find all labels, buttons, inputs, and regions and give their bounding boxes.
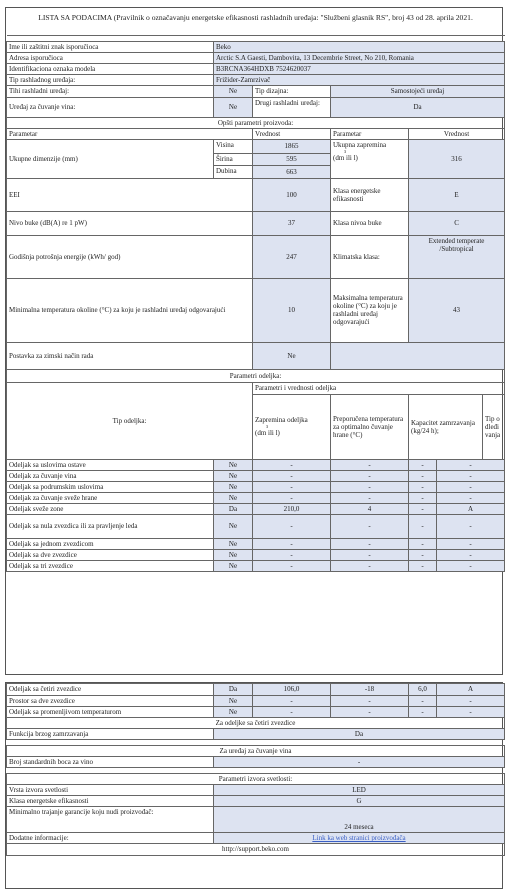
height-label: Visina [214, 139, 253, 153]
winter-mode-label: Postavka za zimski način rada [7, 342, 253, 369]
compartment-temp: - [331, 492, 409, 503]
compartment-present: Da [214, 503, 253, 514]
eei-label: EEI [7, 178, 253, 211]
width-value: 595 [253, 153, 331, 165]
compartment-name: Odeljak sveže zone [7, 503, 214, 514]
param-header: Parametar [7, 128, 253, 139]
compartment-defrost: - [437, 561, 505, 572]
winter-mode-value: Ne [253, 342, 331, 369]
compartment-name: Odeljak sa tri zvezdice [7, 561, 214, 572]
document-title: LISTA SA PODACIMA (Pravilnik o označavanju energetske efikasnosti rashladnih uređaja: "Službeni glasnik RS", broj 43 od 28. aprila 2021. [7, 8, 505, 35]
annual-energy-label: Godišnja potrošnja energije (kWh/ god) [7, 235, 253, 278]
compartment-temp: - [331, 539, 409, 550]
compartment-name: Odeljak sa nula zvezdica ili za pravljenje leda [7, 515, 214, 539]
compartment-defrost: - [437, 470, 505, 481]
compartment-name: Odeljak sa dve zvezdice [7, 550, 214, 561]
compartment-present: Ne [214, 561, 253, 572]
compartment-capacity: - [409, 503, 437, 514]
compartment-present: Ne [214, 492, 253, 503]
other-appliance-label: Drugi rashladni uređaj: [253, 97, 331, 117]
compartment-volume: - [253, 707, 331, 718]
appliance-type-label: Tip rashladnog uređaja: [7, 74, 214, 85]
compartment-name: Odeljak sa jednom zvezdicom [7, 539, 214, 550]
compartment-volume: - [253, 539, 331, 550]
compartment-volume: - [253, 696, 331, 707]
noise-class-value: C [409, 211, 505, 235]
light-type-value: LED [214, 785, 505, 796]
value-header-2: Vrednost [409, 128, 505, 139]
fast-freeze-label: Funkcija brzog zamrzavanja [7, 729, 214, 740]
compartment-volume-header: Zapremina odeljka 3 (dm ili l) [253, 394, 331, 459]
datasheet-table-2 [6, 683, 505, 856]
compartment-volume: - [253, 492, 331, 503]
four-star-heading: Za odeljke sa četiri zvezdice [7, 718, 505, 729]
compartment-type-header: Tip odeljka: [7, 382, 253, 459]
compartment-defrost: - [437, 550, 505, 561]
wine-appliance-label: Uređaj za čuvanje vina: [7, 97, 214, 117]
warranty-value: 24 meseca [214, 807, 505, 833]
width-label: Širina [214, 153, 253, 165]
total-volume-value: 316 [409, 139, 505, 178]
compartment-name: Odeljak za čuvanje sveže hrane [7, 492, 214, 503]
compartment-defrost: - [437, 459, 505, 470]
compartment-temp: - [331, 561, 409, 572]
wine-heading: Za uređaj za čuvanje vina [7, 746, 505, 757]
compartment-rows-2 [7, 684, 505, 718]
compartment-capacity: - [409, 470, 437, 481]
compartment-present: Ne [214, 707, 253, 718]
wine-bottles-label: Broj standardnih boca za vino [7, 757, 214, 768]
compartment-row [7, 459, 505, 470]
additional-info-label: Dodatne informacije: [7, 833, 214, 844]
value-header: Vrednost [253, 128, 331, 139]
compartment-defrost: - [437, 707, 505, 718]
light-type-label: Vrsta izvora svetlosti [7, 785, 214, 796]
compartment-defrost: - [437, 515, 505, 539]
defrost-type-header: Tip odleđivanja [485, 414, 501, 439]
min-temp-label: Minimalna temperatura okoline (°C) za koju je rashladni uređaj odgovarajući [7, 278, 253, 342]
compartment-temp: - [331, 481, 409, 492]
other-appliance-value: Da [331, 97, 505, 117]
noise-value: 37 [253, 211, 331, 235]
winter-mode-empty [331, 342, 505, 369]
wine-bottles-value: - [214, 757, 505, 768]
compartment-capacity: 6,0 [409, 684, 437, 696]
compartment-name: Prostor sa dve zvezdice [7, 696, 214, 707]
compartment-capacity: - [409, 481, 437, 492]
param-header-2: Parametar [331, 128, 409, 139]
capacity-defrost-header [409, 394, 505, 459]
compartment-defrost: A [437, 503, 505, 514]
compartment-defrost: - [437, 492, 505, 503]
energy-class-value: E [409, 178, 505, 211]
compartment-capacity: - [409, 696, 437, 707]
compartment-volume: - [253, 515, 331, 539]
compartment-present: Ne [214, 539, 253, 550]
recommended-temp-header: Preporučena temperatura za optimalno čuvanje hrane (°C) [331, 394, 409, 459]
compartment-row [7, 515, 505, 539]
compartment-row [7, 481, 505, 492]
compartment-temp: 4 [331, 503, 409, 514]
light-class-value: G [214, 796, 505, 807]
compartment-name: Odeljak sa uslovima ostave [7, 459, 214, 470]
compartment-temp: - [331, 550, 409, 561]
compartment-temp: - [331, 515, 409, 539]
min-temp-value: 10 [253, 278, 331, 342]
fast-freeze-value: Da [214, 729, 505, 740]
compartment-name: Odeljak za čuvanje vina [7, 470, 214, 481]
compartment-present: Ne [214, 550, 253, 561]
support-url[interactable]: http://support.beko.com [7, 844, 505, 855]
model-id-value: B3RCNA364HDXB 7524620037 [214, 63, 505, 74]
compartment-volume: - [253, 561, 331, 572]
depth-label: Dubina [214, 165, 253, 178]
compartment-present: Ne [214, 515, 253, 539]
compartment-capacity: - [409, 492, 437, 503]
compartment-defrost: - [437, 481, 505, 492]
compartment-volume: 210,0 [253, 503, 331, 514]
compartment-name: Odeljak sa podrumskim uslovima [7, 481, 214, 492]
climate-class-value: Extended temperate /Subtropical [409, 235, 505, 278]
supplier-address-label: Adresa isporučioca [7, 52, 214, 63]
compartment-name: Odeljak sa četiri zvezdice [7, 684, 214, 696]
design-type-value: Samostojeći uređaj [331, 85, 505, 97]
climate-class-label: Klimatska klasa: [331, 235, 409, 278]
datasheet-page-2 [5, 682, 503, 889]
model-id-label: Identifikaciona oznaka modela [7, 63, 214, 74]
quiet-appliance-value: Ne [214, 85, 253, 97]
quiet-appliance-label: Tihi rashladni uređaj: [7, 85, 214, 97]
compartment-temp: - [331, 459, 409, 470]
compartment-present: Ne [214, 459, 253, 470]
compartment-capacity: - [409, 550, 437, 561]
additional-info-cell [214, 833, 505, 844]
wine-appliance-value: Ne [214, 97, 253, 117]
compartment-capacity: - [409, 539, 437, 550]
compartment-temp: - [331, 696, 409, 707]
height-value: 1865 [253, 139, 331, 153]
datasheet-page-1 [5, 7, 503, 675]
compartment-temp: - [331, 470, 409, 481]
compartment-row [7, 707, 505, 718]
compartment-defrost: A [437, 684, 505, 696]
compartment-row [7, 684, 505, 696]
compartment-volume: 106,0 [253, 684, 331, 696]
compartment-capacity: - [409, 515, 437, 539]
supplier-name-label: Ime ili zaštitni znak isporučioca [7, 41, 214, 52]
compartment-present: Ne [214, 696, 253, 707]
annual-energy-value: 247 [253, 235, 331, 278]
compartment-temp: - [331, 707, 409, 718]
compartment-row [7, 503, 505, 514]
noise-label: Nivo buke (dB(A) re 1 pW) [7, 211, 253, 235]
compartment-name: Odeljak sa promenljivom temperaturom [7, 707, 214, 718]
warranty-label: Minimalno trajanje garancije koju nudi proizvođač: [7, 807, 214, 833]
datasheet-table-1 [6, 8, 505, 572]
freezing-capacity-header: Kapacitet zamrzavanja (kg/24 h); [409, 395, 483, 459]
compartment-volume: - [253, 481, 331, 492]
supplier-address-value: Arctic S.A Gaesti, Dambovita, 13 Decembrie Street, No 210, Romania [214, 52, 505, 63]
compartment-defrost: - [437, 539, 505, 550]
compartment-values-heading: Parametri i vrednosti odeljka [253, 382, 505, 394]
light-source-heading: Parametri izvora svetlosti: [7, 774, 505, 785]
supplier-name-value: Beko [214, 41, 505, 52]
light-class-label: Klasa energetske efikasnosti [7, 796, 214, 807]
depth-value: 663 [253, 165, 331, 178]
compartment-rows [7, 459, 505, 571]
compartment-volume: - [253, 459, 331, 470]
compartment-volume: - [253, 550, 331, 561]
compartment-present: Da [214, 684, 253, 696]
appliance-type-value: Frižider-Zamrzivač [214, 74, 505, 85]
compartment-volume: - [253, 470, 331, 481]
compartment-params-heading: Parametri odeljka: [7, 369, 505, 382]
compartment-row [7, 470, 505, 481]
noise-class-label: Klasa nivoa buke [331, 211, 409, 235]
compartment-present: Ne [214, 481, 253, 492]
compartment-present: Ne [214, 470, 253, 481]
compartment-row [7, 539, 505, 550]
compartment-capacity: - [409, 561, 437, 572]
max-temp-label: Maksimalna temperatura okoline (°C) za koju je rashladni uređaj odgovarajući [331, 278, 409, 342]
dimensions-label: Ukupne dimenzije (mm) [7, 139, 214, 178]
compartment-row [7, 550, 505, 561]
design-type-label: Tip dizajna: [253, 85, 331, 97]
compartment-capacity: - [409, 707, 437, 718]
compartment-row [7, 492, 505, 503]
manufacturer-website-link[interactable]: Link ka web stranici proizvođača [312, 834, 406, 843]
compartment-defrost: - [437, 696, 505, 707]
compartment-row [7, 696, 505, 707]
compartment-row [7, 561, 505, 572]
total-volume-label: Ukupna zapremina 3 (dm ili l) [331, 139, 409, 178]
compartment-capacity: - [409, 459, 437, 470]
max-temp-value: 43 [409, 278, 505, 342]
eei-value: 100 [253, 178, 331, 211]
general-params-heading: Opšti parametri proizvoda: [7, 117, 505, 128]
energy-class-label: Klasa energetske efikasnosti [331, 178, 409, 211]
compartment-temp: -18 [331, 684, 409, 696]
